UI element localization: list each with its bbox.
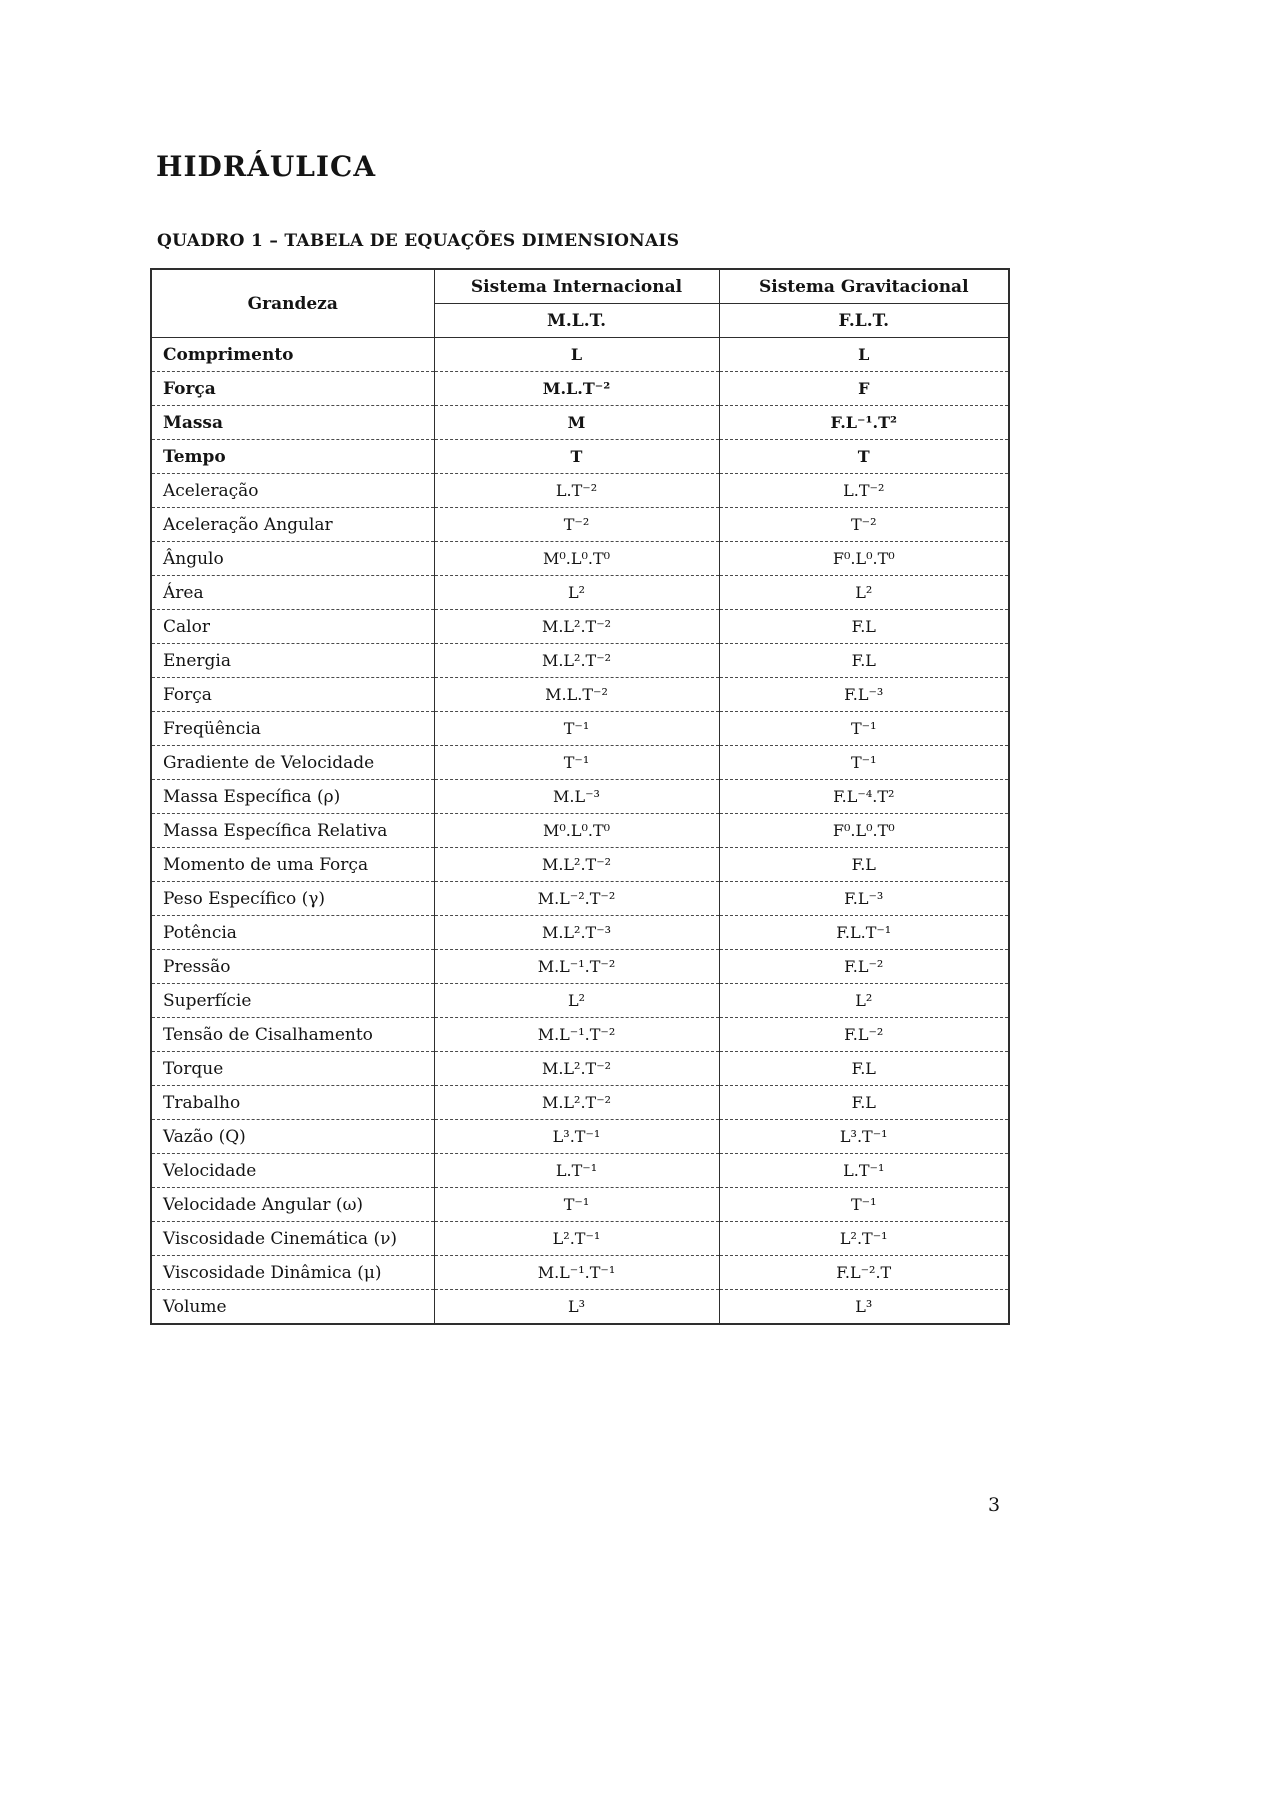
si-value-cell: L² [434,576,719,610]
grandeza-cell: Massa Específica Relativa [151,814,434,848]
header-grandeza: Grandeza [151,269,434,338]
table-row [151,1256,1009,1290]
grav-value-cell: F.L⁻⁴.T² [719,780,1009,814]
si-value-cell: M.L⁻¹.T⁻² [434,950,719,984]
grandeza-cell: Velocidade Angular (ω) [151,1188,434,1222]
grav-value-cell: L.T⁻¹ [719,1154,1009,1188]
grandeza-cell: Massa Específica (ρ) [151,780,434,814]
header-sistema-gravitacional: Sistema Gravitacional [719,269,1009,304]
grandeza-cell: Tempo [151,440,434,474]
table-row [151,1188,1009,1222]
table-row [151,814,1009,848]
grav-value-cell: L² [719,984,1009,1018]
table-row [151,542,1009,576]
si-value-cell: T⁻¹ [434,746,719,780]
si-value-cell: M.L².T⁻² [434,1086,719,1120]
header-sistema-internacional: Sistema Internacional [434,269,719,304]
table-row [151,882,1009,916]
grandeza-cell: Energia [151,644,434,678]
grav-value-cell: T⁻¹ [719,1188,1009,1222]
page-number: 3 [988,1494,1001,1516]
si-value-cell: T⁻¹ [434,1188,719,1222]
table-row [151,848,1009,882]
si-value-cell: L².T⁻¹ [434,1222,719,1256]
si-value-cell: M.L.T⁻² [434,372,719,406]
grav-value-cell: F⁰.L⁰.T⁰ [719,814,1009,848]
header-mlt: M.L.T. [434,304,719,338]
table-row [151,1086,1009,1120]
dimensional-equations-table [150,268,1010,1325]
grandeza-cell: Viscosidade Cinemática (ν) [151,1222,434,1256]
si-value-cell: T [434,440,719,474]
table-row [151,372,1009,406]
grav-value-cell: F.L⁻² [719,950,1009,984]
grav-value-cell: F.L [719,1086,1009,1120]
table-caption: QUADRO 1 – TABELA DE EQUAÇÕES DIMENSIONAIS [157,231,680,251]
si-value-cell: L [434,338,719,372]
si-value-cell: M.L².T⁻² [434,1052,719,1086]
si-value-cell: M.L⁻³ [434,780,719,814]
header-flt: F.L.T. [719,304,1009,338]
grav-value-cell: L² [719,576,1009,610]
grandeza-cell: Potência [151,916,434,950]
grandeza-cell: Massa [151,406,434,440]
si-value-cell: M.L⁻¹.T⁻² [434,1018,719,1052]
header-row-1 [151,269,1009,304]
grandeza-cell: Torque [151,1052,434,1086]
table-header [151,269,1009,338]
table-row [151,916,1009,950]
grav-value-cell: F⁰.L⁰.T⁰ [719,542,1009,576]
grav-value-cell: F.L⁻¹.T² [719,406,1009,440]
grandeza-cell: Viscosidade Dinâmica (μ) [151,1256,434,1290]
grav-value-cell: T [719,440,1009,474]
grav-value-cell: F.L [719,644,1009,678]
grandeza-cell: Tensão de Cisalhamento [151,1018,434,1052]
table-row [151,678,1009,712]
table-row [151,610,1009,644]
grandeza-cell: Força [151,372,434,406]
grandeza-cell: Velocidade [151,1154,434,1188]
grandeza-cell: Calor [151,610,434,644]
grav-value-cell: L³ [719,1290,1009,1325]
si-value-cell: M.L⁻².T⁻² [434,882,719,916]
grav-value-cell: F [719,372,1009,406]
table-body [151,338,1009,1325]
grav-value-cell: T⁻¹ [719,746,1009,780]
grav-value-cell: F.L⁻² [719,1018,1009,1052]
si-value-cell: M⁰.L⁰.T⁰ [434,814,719,848]
grandeza-cell: Vazão (Q) [151,1120,434,1154]
si-value-cell: L.T⁻² [434,474,719,508]
si-value-cell: M.L².T⁻² [434,848,719,882]
si-value-cell: M.L².T⁻² [434,644,719,678]
grav-value-cell: T⁻¹ [719,712,1009,746]
grav-value-cell: F.L [719,848,1009,882]
grandeza-cell: Aceleração [151,474,434,508]
table-row [151,644,1009,678]
grav-value-cell: L [719,338,1009,372]
table-row [151,780,1009,814]
grandeza-cell: Área [151,576,434,610]
grav-value-cell: L².T⁻¹ [719,1222,1009,1256]
table-row [151,338,1009,372]
si-value-cell: M [434,406,719,440]
grav-value-cell: F.L.T⁻¹ [719,916,1009,950]
table-row [151,474,1009,508]
grandeza-cell: Momento de uma Força [151,848,434,882]
table-row [151,1052,1009,1086]
grav-value-cell: F.L⁻².T [719,1256,1009,1290]
grandeza-cell: Comprimento [151,338,434,372]
grav-value-cell: L.T⁻² [719,474,1009,508]
grandeza-cell: Trabalho [151,1086,434,1120]
table-row [151,1154,1009,1188]
si-value-cell: M.L⁻¹.T⁻¹ [434,1256,719,1290]
grav-value-cell: F.L⁻³ [719,882,1009,916]
grandeza-cell: Gradiente de Velocidade [151,746,434,780]
si-value-cell: M⁰.L⁰.T⁰ [434,542,719,576]
table-row [151,1018,1009,1052]
table-row [151,1222,1009,1256]
grandeza-cell: Superfície [151,984,434,1018]
grav-value-cell: F.L⁻³ [719,678,1009,712]
grandeza-cell: Volume [151,1290,434,1325]
si-value-cell: T⁻¹ [434,712,719,746]
table-row [151,406,1009,440]
si-value-cell: L³.T⁻¹ [434,1120,719,1154]
si-value-cell: L² [434,984,719,1018]
grav-value-cell: L³.T⁻¹ [719,1120,1009,1154]
grav-value-cell: F.L [719,610,1009,644]
table-row [151,712,1009,746]
table-row [151,440,1009,474]
grandeza-cell: Força [151,678,434,712]
table-row [151,984,1009,1018]
grandeza-cell: Aceleração Angular [151,508,434,542]
si-value-cell: M.L².T⁻³ [434,916,719,950]
si-value-cell: L³ [434,1290,719,1325]
grandeza-cell: Pressão [151,950,434,984]
grandeza-cell: Ângulo [151,542,434,576]
table-row [151,1120,1009,1154]
grav-value-cell: F.L [719,1052,1009,1086]
table-row [151,950,1009,984]
table-row [151,508,1009,542]
table-row [151,1290,1009,1325]
si-value-cell: M.L.T⁻² [434,678,719,712]
si-value-cell: T⁻² [434,508,719,542]
si-value-cell: M.L².T⁻² [434,610,719,644]
table-row [151,746,1009,780]
grav-value-cell: T⁻² [719,508,1009,542]
table-row [151,576,1009,610]
grandeza-cell: Freqüência [151,712,434,746]
grandeza-cell: Peso Específico (γ) [151,882,434,916]
page-title: HIDRÁULICA [156,150,377,183]
si-value-cell: L.T⁻¹ [434,1154,719,1188]
